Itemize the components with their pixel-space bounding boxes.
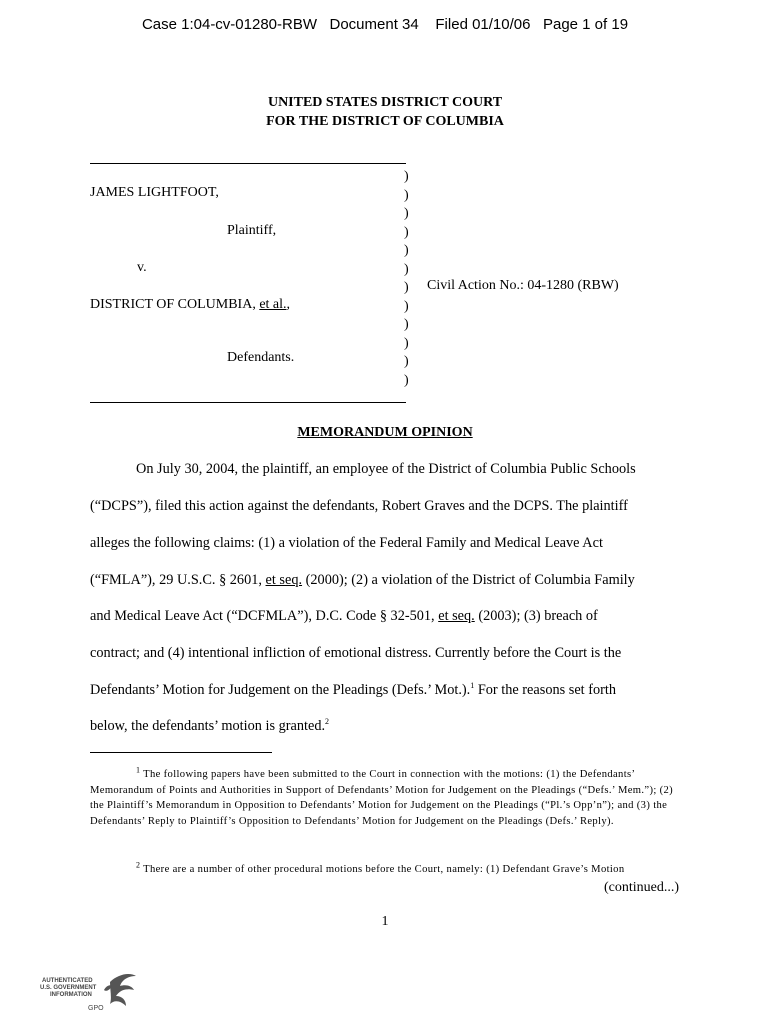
footnote-ref-1: 1 (470, 681, 475, 691)
body-line-1: On July 30, 2004, the plaintiff, an employee of the District of Columbia Public Schools (136, 461, 636, 477)
defendant-role: Defendants. (227, 350, 295, 365)
footnote-continued: (continued...) (603, 880, 679, 895)
body-line-5 (90, 608, 598, 625)
body-line-5-b: (2003); (3) breach of (474, 608, 598, 624)
defendant-name-text: DISTRICT OF COLUMBIA, (90, 297, 260, 312)
defendant-comma: , (286, 297, 291, 312)
body-line-4-a: (“FMLA”), 29 U.S.C. § 2601, (90, 572, 266, 588)
body-line-8 (90, 718, 329, 735)
body-line-7-a: Defendants’ Motion for Judgement on the Pleadings (Defs.’ Mot.). (90, 682, 471, 698)
plaintiff-role: Plaintiff, (227, 223, 277, 238)
seal-line-4: GPO (88, 1005, 104, 1012)
case-header: Case 1:04-cv-01280-RBW Document 34 Filed 01/10/06 Page 1 of 19 (141, 16, 629, 33)
body-line-7-b: For the reasons set forth (474, 682, 616, 698)
paren: ) (404, 206, 409, 221)
civil-action-number: Civil Action No.: 04-1280 (RBW) (427, 278, 619, 293)
paren: ) (404, 169, 409, 184)
footnote-1-mark: 1 (136, 765, 141, 775)
paren: ) (404, 354, 409, 369)
defendant-name (90, 297, 290, 313)
footnote-separator (90, 752, 272, 753)
caption-top-rule (90, 163, 406, 164)
page-number: 1 (381, 914, 389, 929)
body-line-5-a: and Medical Leave Act (“DCFMLA”), D.C. Code § 32-501, (90, 608, 439, 624)
body-line-4-etseq: et seq. (265, 572, 303, 588)
document-title (0, 425, 770, 441)
footnote-2 (90, 862, 680, 878)
court-name-line2: FOR THE DISTRICT OF COLUMBIA (266, 114, 504, 129)
caption-paren-column (404, 168, 409, 390)
document-title-text: MEMORANDUM OPINION (297, 425, 473, 440)
paren: ) (404, 280, 409, 295)
body-line-2: (“DCPS”), filed this action against the defendants, Robert Graves and the DCPS. The plaintiff (90, 498, 628, 514)
paren: ) (404, 335, 409, 351)
plaintiff-name: JAMES LIGHTFOOT, (90, 185, 219, 200)
footnote-2-text: There are a number of other procedural motions before the Court, namely: (1) Defendant Grave’s Motion (140, 864, 625, 875)
versus-label: v. (137, 260, 147, 275)
paren: ) (404, 243, 409, 258)
footnote-1-text: The following papers have been submitted to the Court in connection with the motions: (1) the Defendants’ Memorandum of Points and Authorities in Support of Defendants’ Motion for Judgement on the Pleadings (“Defs.’ Mem.”); (2) the Plaintiff’s Memorandum in Opposition to Defendants’ Motion for Judgement on the Pleadings (“Pl.’s Opp’n”); and (3) the Defendants’ Reply to Plaintiff’s Opposition to Defendants’ Motion for Judgement on the Pleadings (Defs.’ Reply). (90, 769, 674, 827)
body-line-6: contract; and (4) intentional infliction of emotional distress. Currently before the Court is the (90, 645, 622, 661)
body-line-8-a: below, the defendants’ motion is granted. (90, 718, 326, 734)
paren: ) (404, 372, 409, 388)
paren: ) (404, 298, 409, 314)
caption-bottom-rule (90, 402, 406, 403)
paren: ) (404, 261, 409, 277)
footnote-ref-2: 2 (325, 717, 330, 727)
body-line-4-b: (2000); (2) a violation of the District of Columbia Family (302, 572, 635, 588)
body-line-7 (90, 682, 616, 699)
seal-line-2: U.S. GOVERNMENT (40, 985, 97, 991)
paren: ) (404, 224, 409, 240)
footnote-2-mark: 2 (136, 860, 141, 870)
body-line-5-etseq: et seq. (438, 608, 475, 624)
defendant-etal: et al. (259, 297, 287, 312)
footnote-1 (90, 767, 680, 829)
gpo-authentication-seal (40, 970, 140, 1015)
seal-line-3: INFORMATION (50, 992, 92, 998)
seal-line-1: AUTHENTICATED (42, 978, 93, 984)
body-line-4 (90, 572, 635, 589)
body-line-3: alleges the following claims: (1) a violation of the Federal Family and Medical Leave Act (90, 535, 603, 551)
court-name-line1: UNITED STATES DISTRICT COURT (267, 95, 503, 110)
paren: ) (404, 317, 409, 332)
gpo-eagle-icon (40, 970, 140, 1015)
paren: ) (404, 187, 409, 203)
